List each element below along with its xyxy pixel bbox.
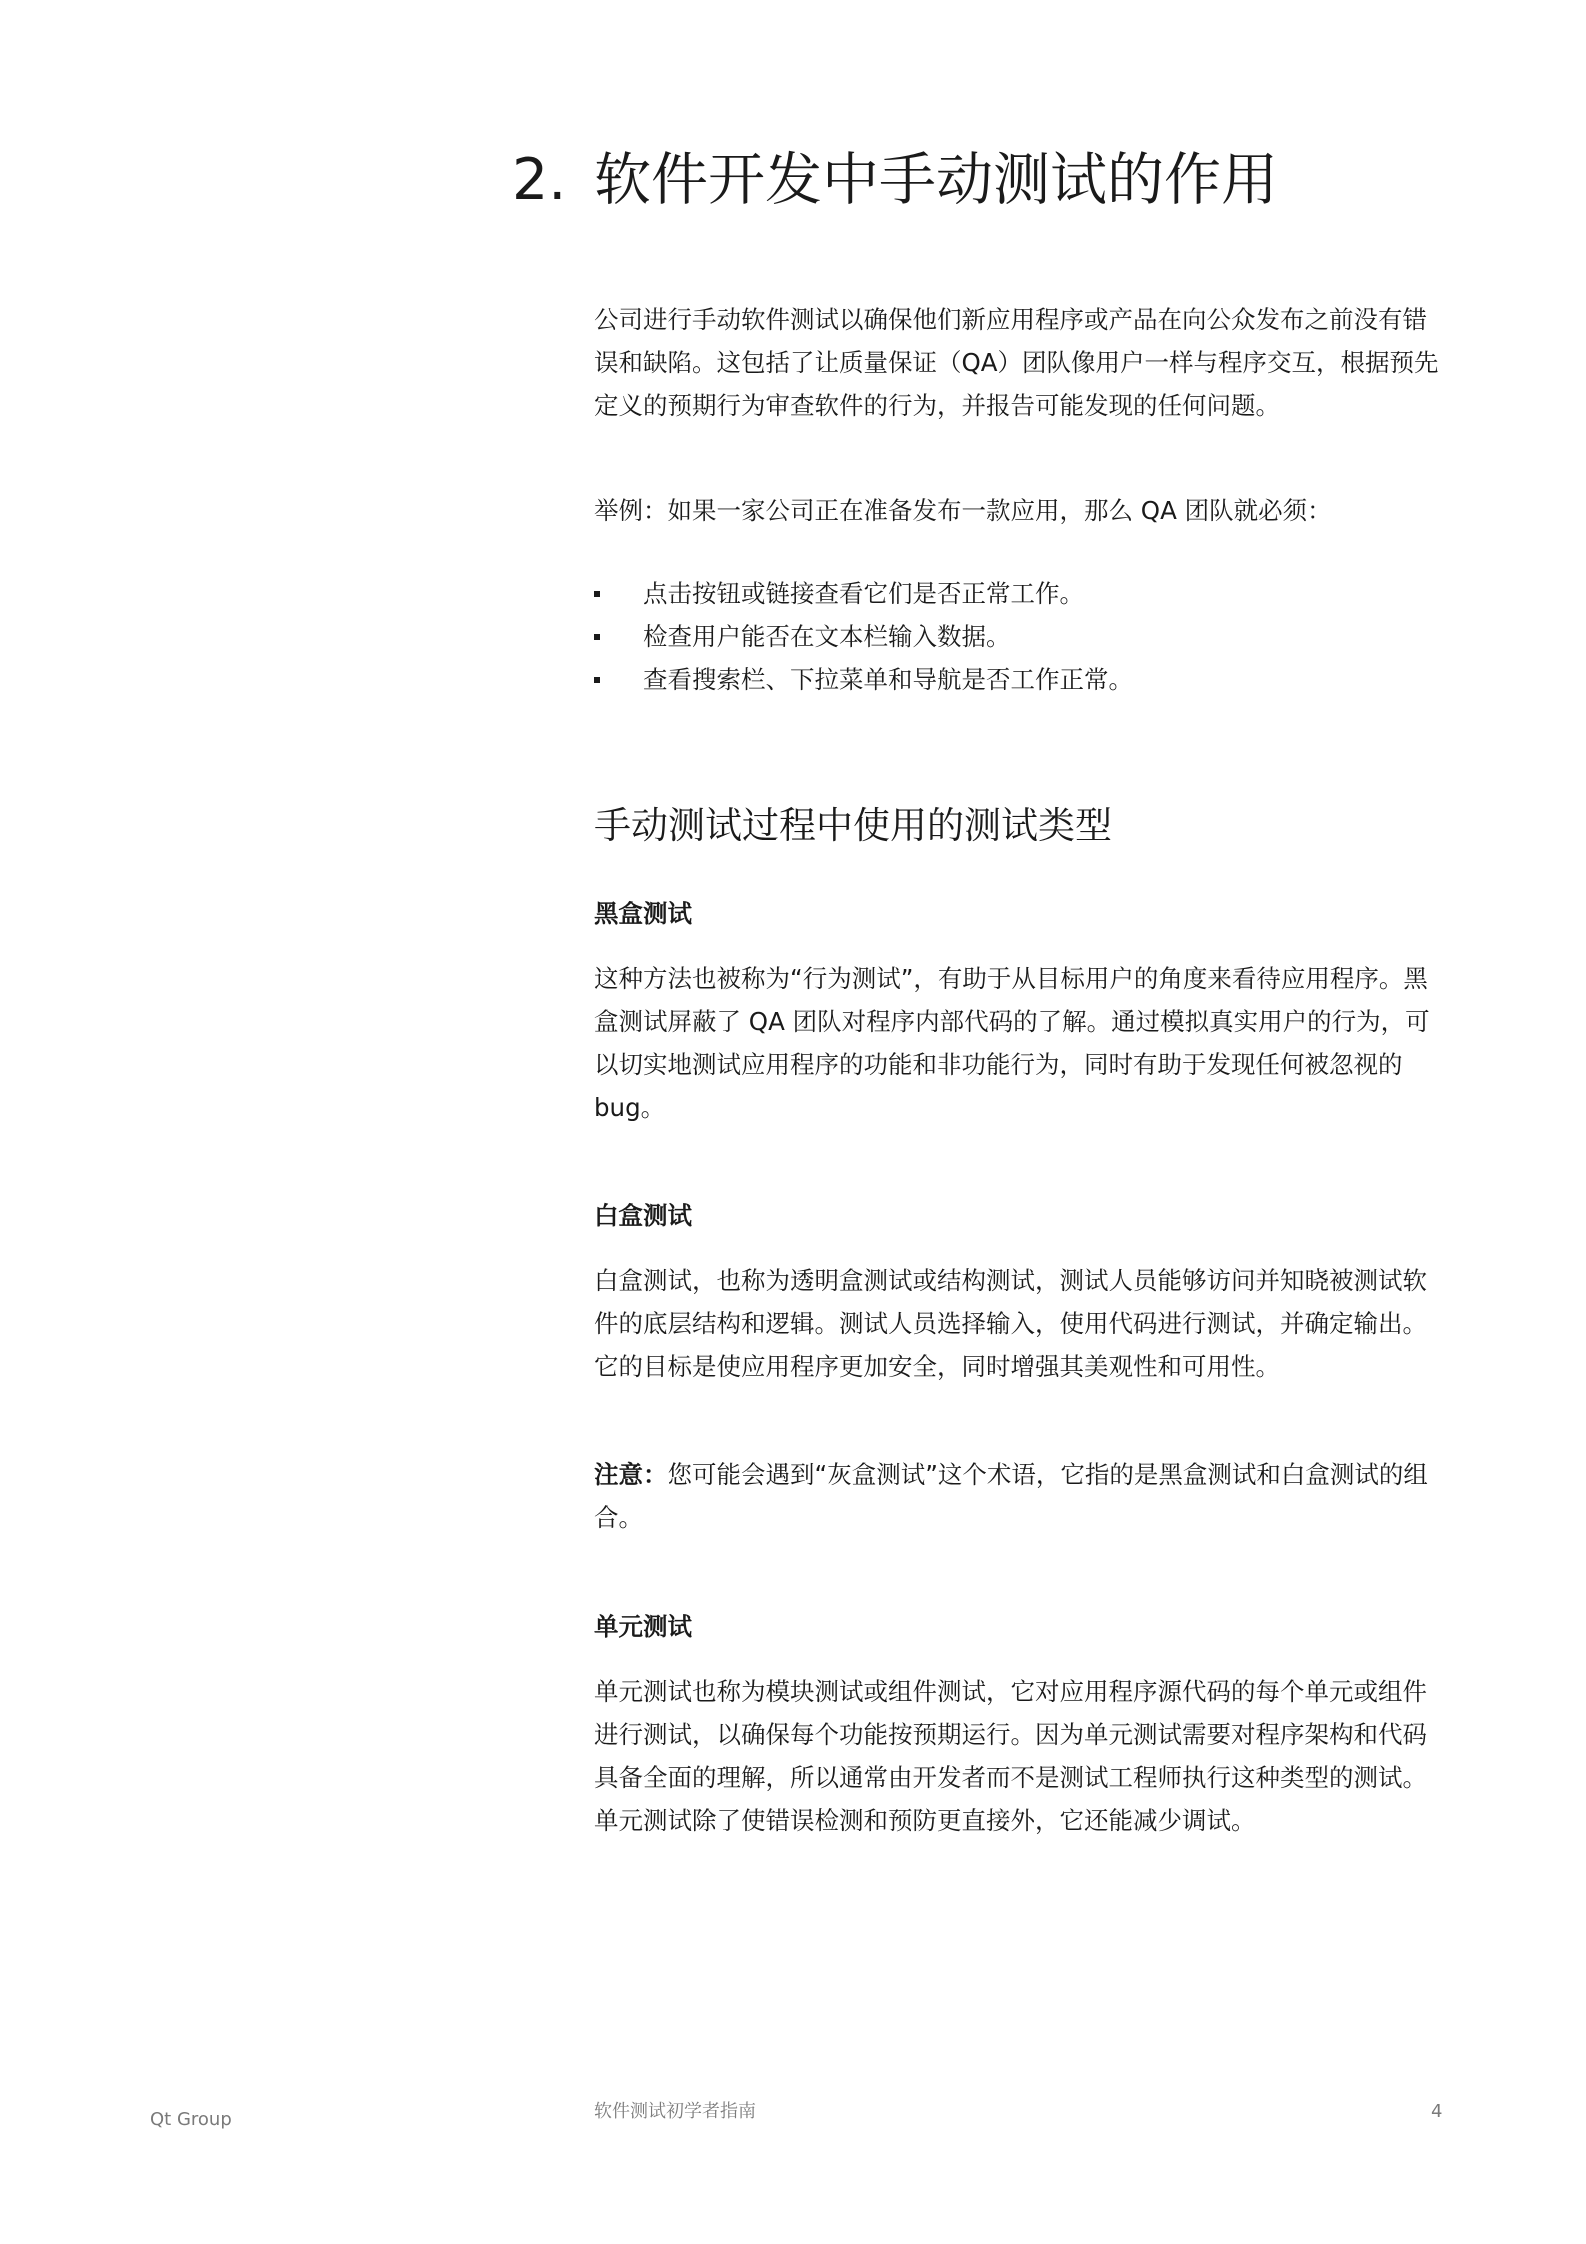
subheading: 手动测试过程中使用的测试类型 bbox=[594, 804, 1112, 847]
note-text: 您可能会遇到“灰盒测试”这个术语，它指的是黑盒测试和白盒测试的组合。 bbox=[594, 1460, 1428, 1532]
section-heading-white-box: 白盒测试 bbox=[594, 1201, 692, 1230]
footer-company: Qt Group bbox=[150, 2109, 232, 2130]
note-paragraph bbox=[594, 1453, 1442, 1539]
list-item-text: 查看搜索栏、下拉菜单和导航是否工作正常。 bbox=[643, 665, 1133, 694]
bullet-icon bbox=[594, 677, 600, 683]
section-heading-black-box: 黑盒测试 bbox=[594, 899, 692, 928]
section-number: 2. bbox=[512, 147, 567, 213]
list-item-text: 检查用户能否在文本栏输入数据。 bbox=[643, 622, 1011, 651]
task-list bbox=[594, 572, 1442, 701]
example-paragraph: 举例：如果一家公司正在准备发布一款应用，那么 QA 团队就必须： bbox=[594, 496, 1332, 525]
section-heading-unit: 单元测试 bbox=[594, 1612, 692, 1641]
section-body-black-box: 这种方法也被称为“行为测试”，有助于从目标用户的角度来看待应用程序。黑盒测试屏蔽了 QA 团队对程序内部代码的了解。通过模拟真实用户的行为，可以切实地测试应用程序的功能和非功能行为，同时有助于发现任何被忽视的bug。 bbox=[594, 964, 1430, 1122]
section-body-unit: 单元测试也称为模块测试或组件测试，它对应用程序源代码的每个单元或组件进行测试，以确保每个功能按预期运行。因为单元测试需要对程序架构和代码具备全面的理解，所以通常由开发者而不是测试工程师执行这种类型的测试。单元测试除了使错误检测和预防更直接外，它还能减少调试。 bbox=[594, 1677, 1427, 1835]
section-title: 软件开发中手动测试的作用 bbox=[594, 147, 1278, 213]
list-item bbox=[594, 658, 1442, 701]
page-heading bbox=[512, 140, 1278, 220]
bullet-icon bbox=[594, 591, 600, 597]
main-content bbox=[594, 298, 1442, 1907]
list-item bbox=[594, 615, 1442, 658]
list-item-text: 点击按钮或链接查看它们是否正常工作。 bbox=[643, 579, 1084, 608]
footer-page-number: 4 bbox=[1431, 2101, 1443, 2122]
list-item bbox=[594, 572, 1442, 615]
section-body-white-box: 白盒测试，也称为透明盒测试或结构测试，测试人员能够访问并知晓被测试软件的底层结构和逻辑。测试人员选择输入，使用代码进行测试，并确定输出。它的目标是使应用程序更加安全，同时增强其美观性和可用性。 bbox=[594, 1266, 1427, 1381]
footer-doc-title: 软件测试初学者指南 bbox=[594, 2101, 756, 2122]
bullet-icon bbox=[594, 634, 600, 640]
intro-paragraph: 公司进行手动软件测试以确保他们新应用程序或产品在向公众发布之前没有错误和缺陷。这包括了让质量保证（QA）团队像用户一样与程序交互，根据预先定义的预期行为审查软件的行为，并报告可能发现的任何问题。 bbox=[594, 305, 1439, 420]
note-label: 注意： bbox=[594, 1460, 668, 1489]
